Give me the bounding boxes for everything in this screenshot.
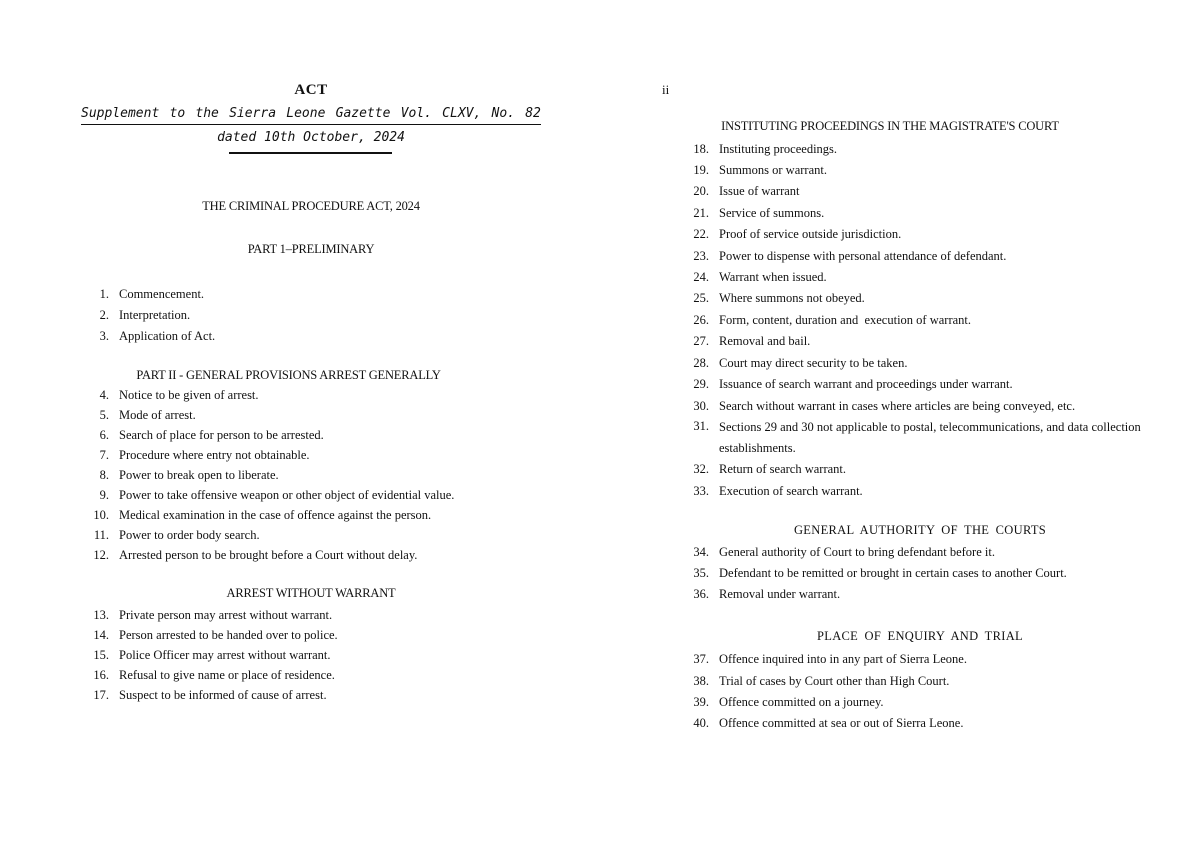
- gazette-word: CLXV,: [442, 106, 482, 121]
- right-page: ii INSTITUTING PROCEEDINGS IN THE MAGISTRATE'S COURT 18. Instituting proceedings. 19. Summons or warrant. 20. Issue of warrant 21. Service of summons. 22. Proof of service outside jurisdiction. 23. Power to dispense with personal attendance of defendant. 24. Warrant when issued. 25. Where summons not obeyed. 26. Form, content, duration and execution of warrant. 27. Removal and bail. 28. Court may direct security to be taken. 29. Issuance of search warrant and proceedings under warrant. 30. Search without warrant in cases where articles are being conveyed, etc. 31. Sections 29 and 30 not applicable to postal, telecommunications, and data collection establishments. 32. Return of search warrant. 33. Execution of search warrant. GENERAL AUTHORITY OF THE COURTS 34. General authority of Court to bring defendant before it. 35. Defendant to be remitted or brought in certain cases to another Court. 36. Removal under warrant. PLACE OF ENQUIRY AND TRIAL 37. Offence inquired into in any part of Sierra Leone. 38. Trial of cases by Court other than High Court. 39. Offence committed on a journey. 40. Offence committed at sea or out of Sierra Leone.: [620, 0, 1200, 849]
- gazette-word: Supplement: [81, 106, 160, 121]
- arrest-without-warrant-heading: ARREST WITHOUT WARRANT: [226, 586, 396, 600]
- gazette-date: dated 10th October, 2024: [217, 130, 405, 145]
- general-authority-heading: GENERAL AUTHORITY OF THE COURTS: [793, 523, 1047, 537]
- date-underline-divider: [229, 152, 392, 154]
- act-name-heading: THE CRIMINAL PROCEDURE ACT, 2024: [202, 199, 420, 213]
- gazette-supplement-line: [81, 106, 541, 125]
- page-number: ii: [662, 82, 670, 97]
- gazette-word: No.: [491, 106, 516, 121]
- gazette-word: Leone: [286, 106, 326, 121]
- gazette-word: to: [169, 106, 186, 121]
- gazette-word: 82: [525, 106, 541, 121]
- gazette-word: Vol.: [400, 106, 432, 121]
- gazette-word: Sierra: [229, 106, 277, 121]
- gazette-word: the: [195, 106, 219, 121]
- part1-heading: PART 1–PRELIMINARY: [247, 242, 375, 256]
- place-of-enquiry-heading: PLACE OF ENQUIRY AND TRIAL: [817, 629, 1023, 643]
- act-title: ACT: [294, 82, 328, 98]
- left-page: ACT Supplement to the Sierra Leone Gazette Vol. CLXV, No. 82 dated 10th October, 2024 THE CRIMINAL PROCEDURE ACT, 2024 PART 1–PRELIMINARY 1. Commencement. 2. Interpretation. 3. Application of Act. PART II - GENERAL PROVISIONS ARREST GENERALLY 4. Notice to be given of arrest. 5. Mode of arrest. 6. Search of place for person to be arrested. 7. Procedure where entry not obtainable. 8. Power to break open to liberate. 9. Power to take offensive weapon or other object of evidential value. 10. Medical examination in the case of offence against the person. 11. Power to order body search. 12. Arrested person to be brought before a Court without delay. ARREST WITHOUT WARRANT 13. Private person may arrest without warrant. 14. Person arrested to be handed over to police. 15. Police Officer may arrest without warrant. 16. Refusal to give name or place of residence. 17. Suspect to be informed of cause of arrest.: [81, 82, 541, 702]
- gazette-word: Gazette: [335, 106, 391, 121]
- part2-heading: PART II - GENERAL PROVISIONS ARREST GENERALLY: [136, 368, 441, 382]
- instituting-proceedings-heading: INSTITUTING PROCEEDINGS IN THE MAGISTRATE'S COURT: [721, 119, 1059, 133]
